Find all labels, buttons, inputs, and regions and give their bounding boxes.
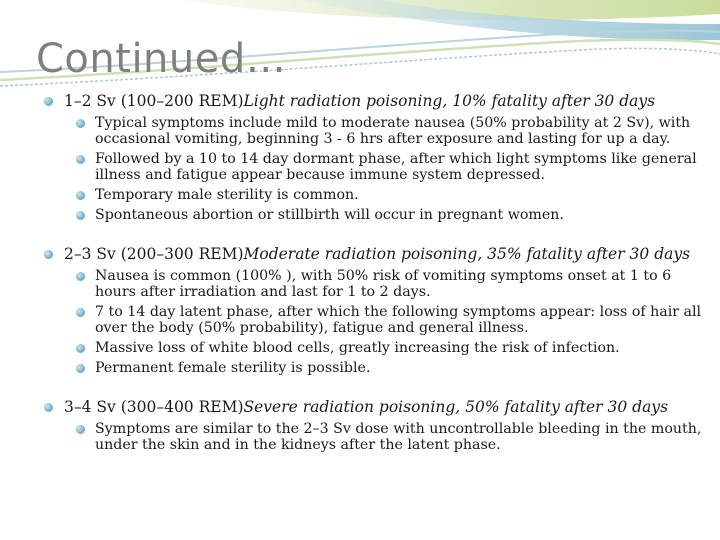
symptom-item [14, 304, 706, 336]
symptom-text: Nausea is common (100% ), with 50% risk of vomiting symptoms onset at 1 to 6 hours after irradiation and last for 1 to 2 days. [95, 268, 672, 300]
symptom-item [14, 151, 706, 183]
bullet-icon [76, 364, 85, 373]
symptom-text: Temporary male sterility is common. [95, 187, 359, 203]
symptom-item [14, 340, 706, 356]
symptom-text: Symptoms are similar to the 2–3 Sv dose with uncontrollable bleeding in the mouth, under the skin and in the kidneys after the latent phase. [95, 421, 702, 453]
symptom-text: Permanent female sterility is possible. [95, 360, 371, 376]
page-title: Continued… [36, 36, 287, 82]
symptom-text: Massive loss of white blood cells, greatly increasing the risk of infection. [95, 340, 620, 356]
bullet-icon [44, 250, 53, 259]
bullet-icon [76, 211, 85, 220]
symptom-item [14, 207, 706, 223]
symptom-item [14, 360, 706, 376]
bullet-icon [76, 119, 85, 128]
symptom-text: Typical symptoms include mild to moderate nausea (50% probability at 2 Sv), with occasional vomiting, beginning 3 - 6 hrs after exposure and lasting for up a day. [95, 115, 691, 147]
bullet-icon [44, 403, 53, 412]
bullet-icon [76, 272, 85, 281]
dose-description: Light radiation poisoning, 10% fatality after 30 days [243, 92, 656, 110]
dose-description: Severe radiation poisoning, 50% fatality after 30 days [243, 398, 669, 416]
dose-section-2 [14, 245, 706, 376]
symptom-item [14, 187, 706, 203]
bullet-icon [76, 344, 85, 353]
dose-description: Moderate radiation poisoning, 35% fatality after 30 days [243, 245, 691, 263]
bullet-icon [76, 191, 85, 200]
bullet-icon [76, 425, 85, 434]
bullet-icon [44, 97, 53, 106]
dose-heading [14, 92, 706, 111]
dose-range: 3–4 Sv (300–400 REM) [64, 398, 244, 416]
symptom-text: Followed by a 10 to 14 day dormant phase, after which light symptoms like general illness and fatigue appear because immune system depressed. [95, 151, 697, 183]
dose-heading [14, 398, 706, 417]
dose-heading [14, 245, 706, 264]
symptom-item [14, 115, 706, 147]
symptom-text: 7 to 14 day latent phase, after which the following symptoms appear: loss of hair all over the body (50% probability), fatigue and general illness. [95, 304, 702, 336]
symptom-item [14, 268, 706, 300]
bullet-icon [76, 308, 85, 317]
symptom-item [14, 421, 706, 453]
dose-section-3 [14, 398, 706, 453]
dose-section-1 [14, 92, 706, 223]
bullet-icon [76, 155, 85, 164]
dose-range: 1–2 Sv (100–200 REM) [64, 92, 244, 110]
symptom-text: Spontaneous abortion or stillbirth will occur in pregnant women. [95, 207, 564, 223]
dose-range: 2–3 Sv (200–300 REM) [64, 245, 244, 263]
content-body [14, 92, 706, 453]
